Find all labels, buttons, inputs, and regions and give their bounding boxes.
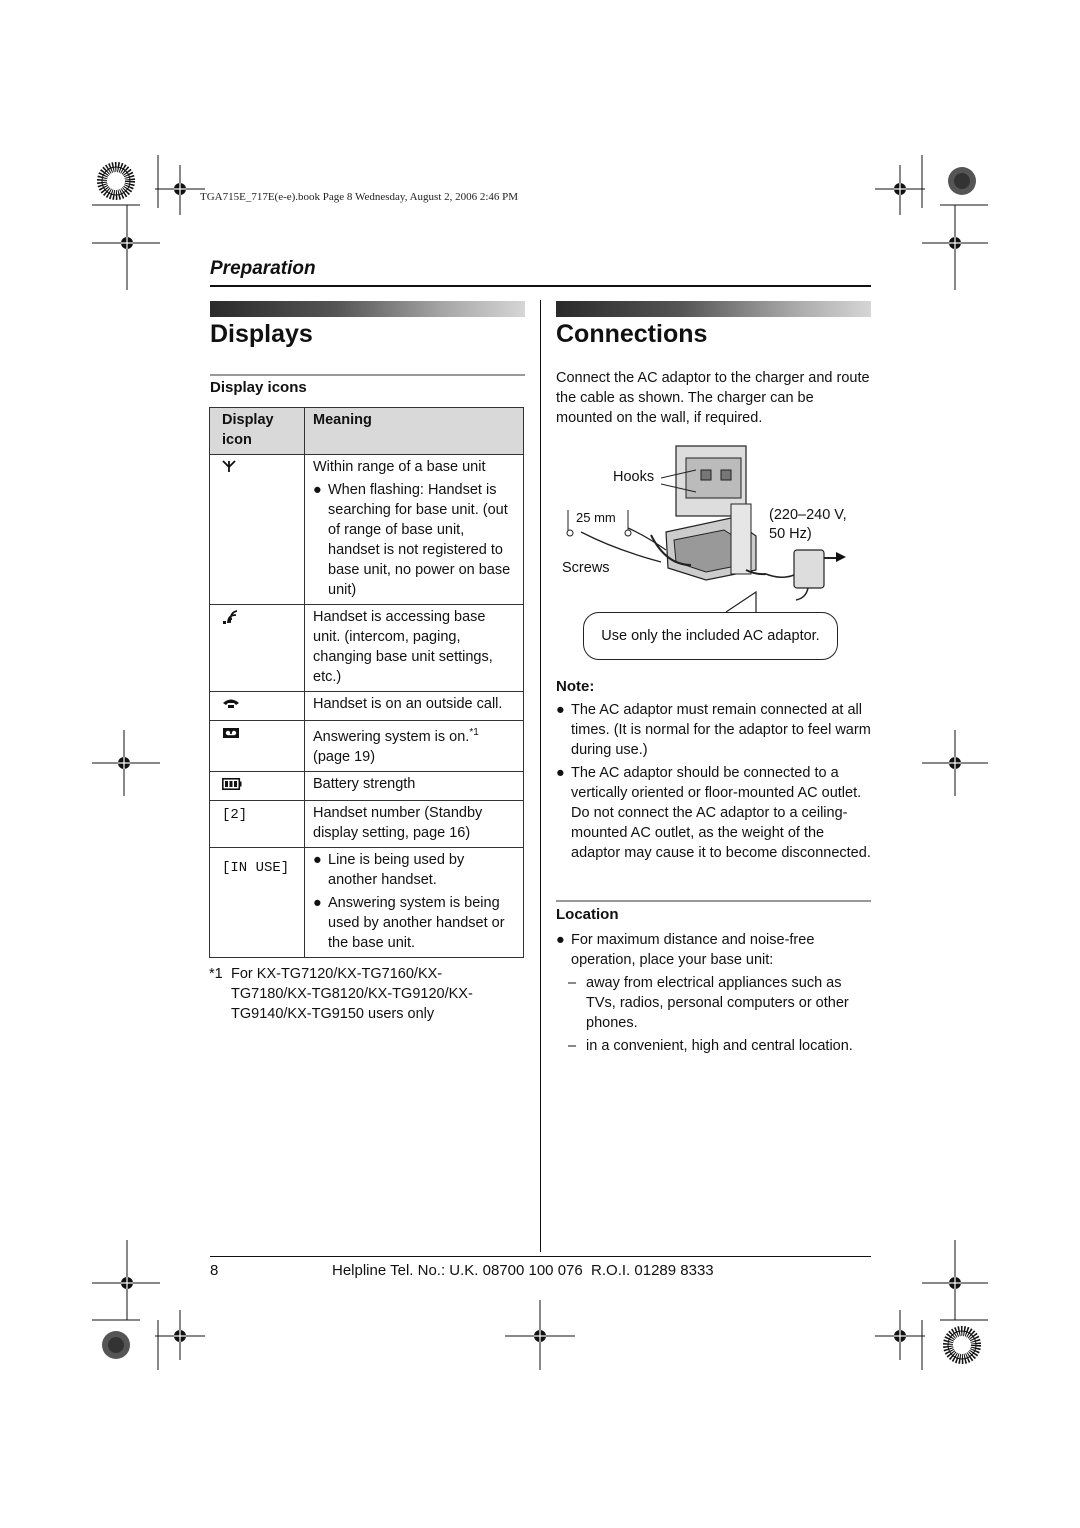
list-item (556, 930, 871, 970)
location-item-text: in a convenient, high and central location. (586, 1038, 853, 1054)
battery-icon (222, 778, 242, 790)
display-icons-table (209, 407, 524, 958)
antenna-icon (222, 459, 236, 473)
location-text: For maximum distance and noise-free operation, place your base unit: (571, 932, 815, 968)
column-header-meaning: Meaning (305, 408, 524, 455)
footer-rule (210, 1256, 871, 1257)
connections-heading: Connections (556, 320, 708, 348)
bullet-icon: ● (556, 765, 565, 781)
location-item-text: away from electrical appliances such as TVs, radios, personal computers or other phones. (586, 975, 849, 1031)
meaning-cell: Battery strength (305, 771, 524, 800)
list-item (568, 973, 871, 1033)
screws-label: Screws (562, 560, 610, 576)
meaning-cell (305, 721, 524, 772)
bullet-icon: ● (556, 702, 565, 718)
footnote-ref: *1 (469, 727, 479, 738)
icon-cell (210, 721, 305, 772)
handset-number-icon: [2] (210, 800, 305, 847)
in-use-icon: [IN USE] (210, 847, 305, 957)
answering-tape-icon (222, 727, 240, 739)
table-row (210, 692, 524, 721)
table-row (210, 721, 524, 772)
location-list (556, 930, 871, 1059)
note-list (556, 700, 871, 866)
displays-heading: Displays (210, 320, 313, 348)
distance-label: 25 mm (576, 510, 616, 525)
icon-cell (210, 692, 305, 721)
list-item (556, 763, 871, 863)
footnote (209, 964, 509, 1024)
connections-intro: Connect the AC adaptor to the charger and route the cable as shown. The charger can be mounted on the wall, if required. (556, 370, 870, 426)
location-heading: Location (556, 906, 619, 923)
table-row (210, 455, 524, 605)
voltage-label: (220–240 V, (769, 507, 847, 523)
meaning-cell: Handset number (Standby display setting, page 16) (305, 800, 524, 847)
footnote-mark: *1 (209, 966, 223, 982)
table-row (210, 771, 524, 800)
meaning-text: Within range of a base unit (313, 459, 486, 475)
icon-cell (210, 605, 305, 692)
bullet-icon: ● (313, 894, 322, 911)
meaning-text: Answering system is on. (313, 728, 470, 745)
meaning-cell (305, 847, 524, 957)
bullet-text: Line is being used by another handset. (328, 851, 465, 888)
list-item (313, 893, 513, 953)
callout-text: Use only the included AC adaptor. (601, 628, 820, 644)
frequency-label: 50 Hz) (769, 526, 812, 542)
column-divider (540, 300, 541, 1252)
meaning-cell: Handset is on an outside call. (305, 692, 524, 721)
note-text: The AC adaptor must remain connected at all times. (It is normal for the adaptor to feel warm during use.) (571, 702, 871, 758)
bullet-icon: ● (313, 482, 322, 498)
icon-cell (210, 455, 305, 605)
meaning-cell: Handset is accessing base unit. (intercom, paging, changing base unit settings, etc.) (305, 605, 524, 692)
list-item (568, 1036, 871, 1056)
list-item (313, 480, 513, 600)
location-rule (556, 900, 871, 902)
display-icons-heading: Display icons (210, 379, 307, 396)
meaning-page-ref: (page 19) (313, 748, 376, 765)
connections-title-bar (556, 301, 871, 317)
note-heading: Note: (556, 678, 595, 695)
bullet-text: When flashing: Handset is searching for base unit. (out of range of base unit, handset is not registered to base unit, no power on base unit) (328, 482, 511, 598)
bullet-icon: ● (313, 851, 322, 868)
note-text: The AC adaptor should be connected to a vertically oriented or floor-mounted AC outlet. Do not connect the AC adaptor to a ceiling-mounted AC outlet, as the weight of the adaptor may cause it to become disconnected. (571, 765, 871, 861)
adaptor-callout (583, 612, 838, 660)
bullet-text: Answering system is being used by another handset or the base unit. (328, 894, 505, 951)
meaning-cell (305, 455, 524, 605)
column-header-icon: Display icon (210, 408, 305, 455)
helpline-text: Helpline Tel. No.: U.K. 08700 100 076 R.O.I. 01289 8333 (332, 1262, 714, 1279)
bullet-icon: ● (556, 932, 565, 948)
displays-title-bar (210, 301, 525, 317)
print-header: TGA715E_717E(e-e).book Page 8 Wednesday, August 2, 2006 2:46 PM (200, 191, 519, 203)
dash-marker: – (568, 1038, 577, 1054)
table-row (210, 847, 524, 957)
phone-icon (222, 698, 240, 710)
footnote-text: For KX-TG7120/KX-TG7160/KX-TG7180/KX-TG8120/KX-TG9120/KX-TG9140/KX-TG9150 users only (231, 966, 473, 1022)
list-item (556, 700, 871, 760)
hooks-label: Hooks (613, 469, 655, 485)
section-title: Preparation (210, 258, 316, 279)
list-item (313, 850, 513, 890)
dash-marker: – (568, 975, 577, 991)
table-row (210, 605, 524, 692)
page-number: 8 (210, 1262, 219, 1279)
table-header-row (210, 408, 524, 455)
section-rule (210, 285, 871, 287)
table-row (210, 800, 524, 847)
displays-subheading-rule (210, 374, 525, 376)
icon-cell (210, 771, 305, 800)
signal-icon (222, 609, 238, 625)
